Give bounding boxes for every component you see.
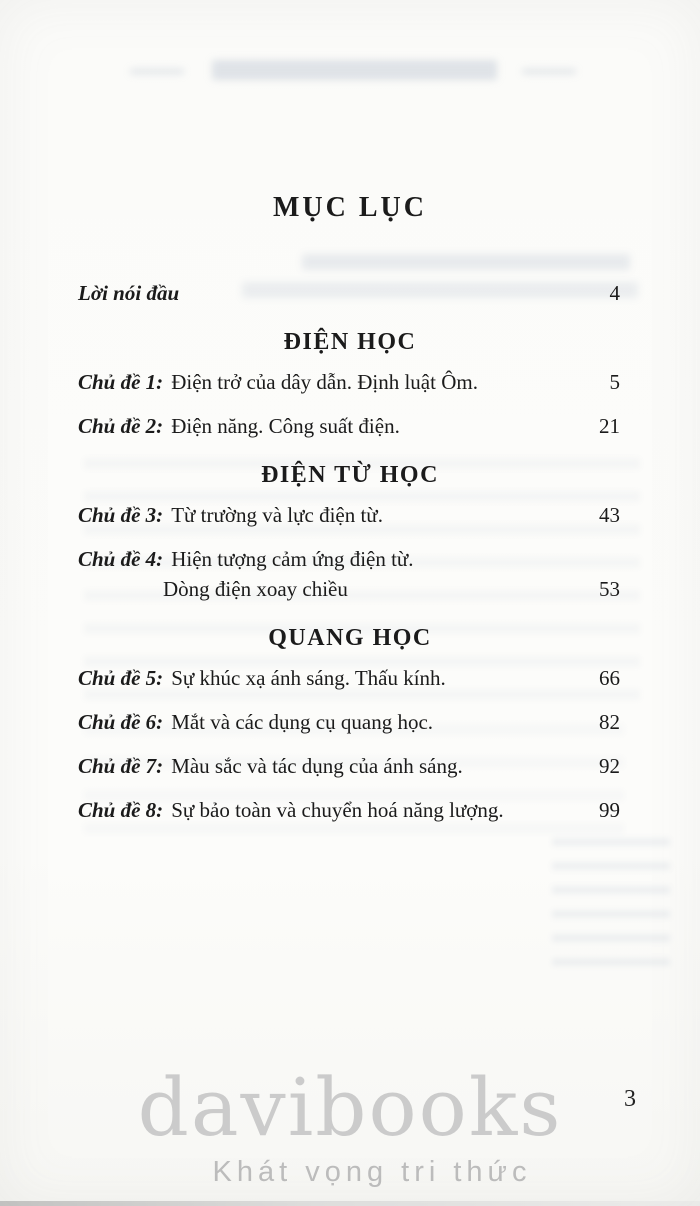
entry-page-number: 82: [599, 710, 620, 734]
toc-entry-preface: [0, 280, 700, 307]
scan-bottom-edge: [0, 1201, 700, 1206]
entry-text: [78, 709, 587, 736]
toc-entry-chu-de-3: [0, 502, 700, 529]
toc-entry-chu-de-2: [0, 413, 700, 440]
entry-title: Từ trường và lực điện từ.: [171, 503, 383, 527]
preface-label: Lời nói đầu: [78, 281, 180, 305]
entry-topic-label: Chủ đề 6:: [78, 710, 164, 734]
entry-text: [78, 753, 587, 780]
entry-line-one: [0, 546, 700, 573]
entry-text: [78, 502, 587, 529]
entry-title-continuation: Dòng điện xoay chiều: [163, 577, 348, 601]
toc-entry-chu-de-8: [0, 797, 700, 824]
entry-topic-label: Chủ đề 3:: [78, 503, 164, 527]
bleedthrough-paragraph-ghost: [552, 838, 670, 970]
entry-topic-label: Chủ đề 5:: [78, 666, 164, 690]
entry-page-number: 53: [599, 577, 620, 601]
toc-entry-chu-de-5: [0, 665, 700, 692]
watermark-tagline: Khát vọng tri thức: [212, 1156, 532, 1188]
entry-text: [78, 413, 587, 440]
entry-topic-label: Chủ đề 1:: [78, 370, 164, 394]
entry-topic-label: Chủ đề 7:: [78, 754, 164, 778]
entry-title: Hiện tượng cảm ứng điện từ.: [171, 547, 414, 571]
entry-title: Màu sắc và tác dụng của ánh sáng.: [171, 754, 463, 778]
toc-entry-chu-de-4: [0, 546, 700, 603]
entry-topic-label: Chủ đề 4:: [78, 547, 164, 571]
folio-page-number: 3: [624, 1086, 636, 1112]
entry-page-number: 5: [609, 370, 620, 394]
entry-text: [78, 797, 587, 824]
entry-title: Mắt và các dụng cụ quang học.: [171, 710, 434, 734]
toc-title: MỤC LỤC: [273, 192, 427, 223]
entry-page-number: 21: [599, 414, 620, 438]
entry-page-number: 43: [599, 503, 620, 527]
entry-title: Điện năng. Công suất điện.: [171, 414, 400, 438]
entry-page-number: 92: [599, 754, 620, 778]
toc-entry-chu-de-7: [0, 753, 700, 780]
preface-page-number: 4: [609, 281, 620, 305]
entry-text: [78, 369, 598, 396]
entry-title: Sự bảo toàn và chuyển hoá năng lượng.: [171, 798, 504, 822]
entry-page-number: 66: [599, 666, 620, 690]
toc-entry-chu-de-6: [0, 709, 700, 736]
entry-title: Sự khúc xạ ánh sáng. Thấu kính.: [171, 666, 446, 690]
watermark: [0, 1062, 700, 1189]
entry-topic-label: Chủ đề 8:: [78, 798, 164, 822]
entry-topic-label: Chủ đề 2:: [78, 414, 164, 438]
entry-line-two: [0, 576, 700, 603]
entry-text: [78, 665, 587, 692]
entry-title: Điện trở của dây dẫn. Định luật Ôm.: [171, 370, 478, 394]
entry-page-number: 99: [599, 798, 620, 822]
watermark-brand-name: davibooks: [137, 1061, 563, 1154]
section-heading-quang-hoc: QUANG HỌC: [268, 625, 432, 651]
toc-entry-chu-de-1: [0, 369, 700, 396]
section-heading-dien-tu-hoc: ĐIỆN TỪ HỌC: [261, 462, 439, 488]
section-heading-dien-hoc: ĐIỆN HỌC: [283, 329, 417, 355]
